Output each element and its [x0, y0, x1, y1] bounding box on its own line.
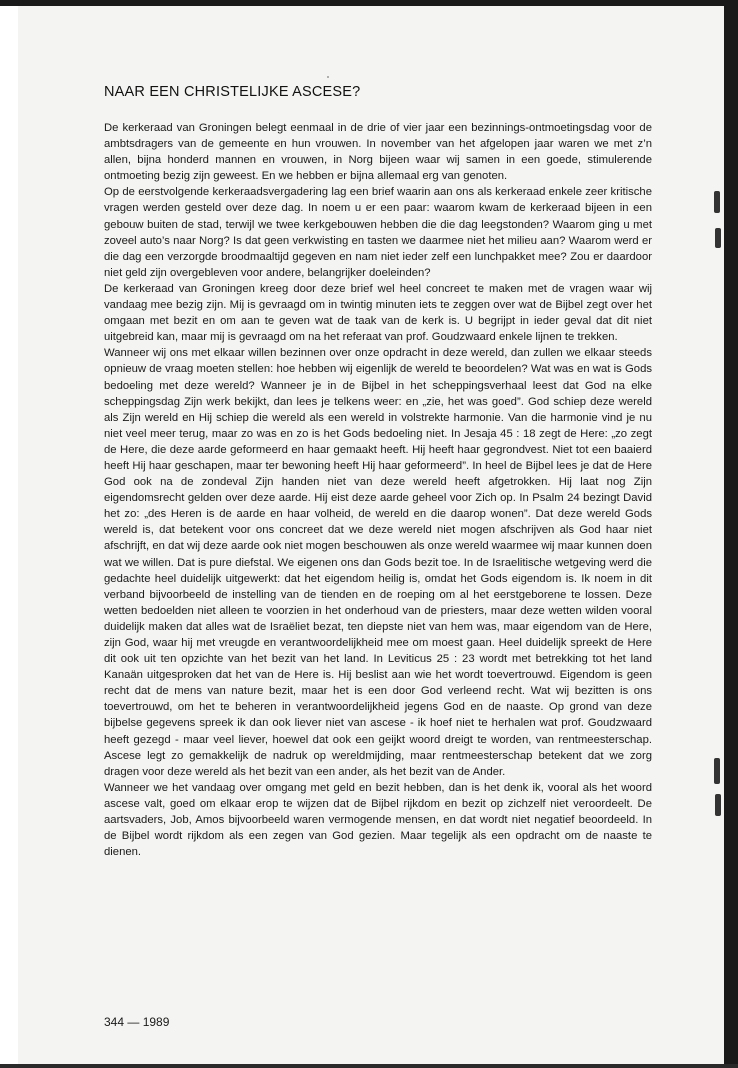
paragraph-2: Op de eerstvolgende kerkeraadsvergadering lag een brief waarin aan ons als kerkeraad enkele zeer kritische vragen werden gesteld over deze dag. In noem u er een paar: waarom kwam de kerkeraad bijeen in een gebouw buiten de stad, terwijl we twee kerkgebouwen hebben die die dag leegstonden? Waarom ging u met zoveel auto’s naar Norg? Is dat geen verkwisting en tasten we daarmee niet het milieu aan? Waarom werd er die dag een verzorgde broodmaaltijd gegeven en nam niet ieder zelf een lunchpakket mee? Zou er daardoor niet geld zijn overgebleven voor andere, belangrijker doeleinden? [104, 186, 652, 279]
margin-mark [715, 794, 721, 816]
paragraph-5: Wanneer we het vandaag over omgang met geld en bezit hebben, dan is het denk ik, vooral als het woord ascese valt, goed om elkaar erop te wijzen dat de Bijbel rijkdom en bezit op zichzelf niet veroordeelt. De aartsvaders, Job, Amos bijvoorbeeld waren vermogende mensen, en dat wordt niet negatief beoordeeld. In de Bijbel wordt rijkdom als een zegen van God gezien. Maar tegelijk als een opdracht om de naaste te dienen. [104, 781, 652, 859]
speck-mark [327, 76, 329, 78]
page-number: 344 — 1989 [104, 1015, 170, 1029]
paragraph-4: Wanneer wij ons met elkaar willen bezinnen over onze opdracht in deze wereld, dan zullen we elkaar steeds opnieuw de vraag moeten stellen: hoe hebben wij eigenlijk de wereld te beoordelen? Wat was en wat is Gods bedoeling met deze wereld? Wanneer je in de Bijbel in het scheppingsverhaal leest dat God na elke scheppingsdag Zijn werk bekijkt, dan lees je telkens weer: en „zie, het was goed”. God schiep deze wereld als Zijn wereld en Hij schiep die wereld als een wereld in volstrekte harmonie. Van die harmonie vind je nu niet veel meer terug, maar zo was en zo is het Gods bedoeling niet. In Jesaja 45 : 18 zegt de Here: „zo zegt de Here, die deze aarde geformeerd en haar gemaakt heeft. Hij heeft haar gegrondvest. Niet tot een baaierd heeft Hij haar geschapen, maar ter bewoning heeft Hij haar geformeerd”. In heel de Bijbel lees je dat de Here God ook na de zondeval Zijn handen niet van deze wereld heeft afgetrokken. Hij laat nog Zijn eigendomsrecht gelden over deze aarde. Hij eist deze aarde geheel voor Zich op. In Psalm 24 bezingt David het zo: „des Heren is de aarde en haar volheid, de wereld en die daarop wonen”. Dat deze wereld Gods wereld is, dat betekent voor ons concreet dat we deze wereld niet mogen afschrijven als God haar niet afschrijft, en dat wij deze aarde ook niet mogen beschouwen als onze wereld waarmee wij maar kunnen doen wat we willen. Dat is pure diefstal. We eigenen ons dan Gods bezit toe. In de Israelitische wetgeving werd die gedachte heel duidelijk uitgewerkt: dat het eigendom heilig is, omdat het Gods eigendom is. Ik noem in dit verband bijvoorbeeld de instelling van de tienden en de roeping om al het eerstgeborene te lossen. Deze wetten bedoelden niet alleen te voorzien in het onderhoud van de priesters, maar deze wetten wilden vooral duidelijk maken dat alles wat de Israëliet bezat, ten diepste niet van hem was, maar eigendom van de Here, zijn God, waar hij met vreugde en verantwoordelijkheid mee om moest gaan. Heel duidelijk spreekt de Here dit ook uit ten opzichte van het bezit van het land. In Leviticus 25 : 23 wordt met betrekking tot het land Kanaän uitgesproken dat het van de Here is. Hij beslist aan wie het wordt toevertrouwd. Eigendom is geen recht dat de mens van nature bezit, maar het is een door God verleend recht. Wat wij bezitten is ons toevertrouwd, om het te beheren in verantwoordelijkheid jegens God en de naaste. Op grond van deze bijbelse gegevens spreek ik dan ook liever niet van ascese - ik hoef niet te herhalen wat prof. Goudzwaard heeft gezegd - maar veel liever, hoewel dat ook een geijkt woord dreigt te worden, van rentmeesterschap. Ascese legt zo gemakkelijk de nadruk op wereldmijding, maar rentmeesterschap betekent dat we zorg dragen voor deze wereld als het bezit van een ander, als het bezit van de Ander. [104, 347, 652, 778]
article [104, 84, 652, 860]
margin-mark [714, 758, 720, 784]
paragraph-1: De kerkeraad van Groningen belegt eenmaal in de drie of vier jaar een bezinnings-ontmoetingsdag voor de ambtsdragers van de gemeente en hun vrouwen. In november van het afgelopen jaar waren we met z’n allen, bijna honderd mannen en vrouwen, in Norg bijeen waar wij samen in een goede, stimulerende ontmoeting bezig zijn geweest. En we hebben er bijna allemaal erg van genoten. [104, 122, 652, 183]
margin-mark [714, 191, 720, 213]
scan-border-right [724, 0, 738, 1068]
scan-border-bottom [0, 1064, 738, 1068]
article-title: NAAR EEN CHRISTELIJKE ASCESE? [104, 84, 361, 100]
margin-mark [715, 228, 721, 248]
paragraph-3: De kerkeraad van Groningen kreeg door deze brief wel heel concreet te maken met de vragen waar wij vandaag mee bezig zijn. Mij is gevraagd om in twintig minuten iets te zeggen over wat de Bijbel zegt over het omgaan met bezit en om aan te geven wat de taak van de kerk is. U begrijpt in ieder geval dat dit niet uitgebreid kan, maar mij is gevraagd om na het referaat van prof. Goudzwaard enkele lijnen te trekken. [104, 282, 652, 344]
